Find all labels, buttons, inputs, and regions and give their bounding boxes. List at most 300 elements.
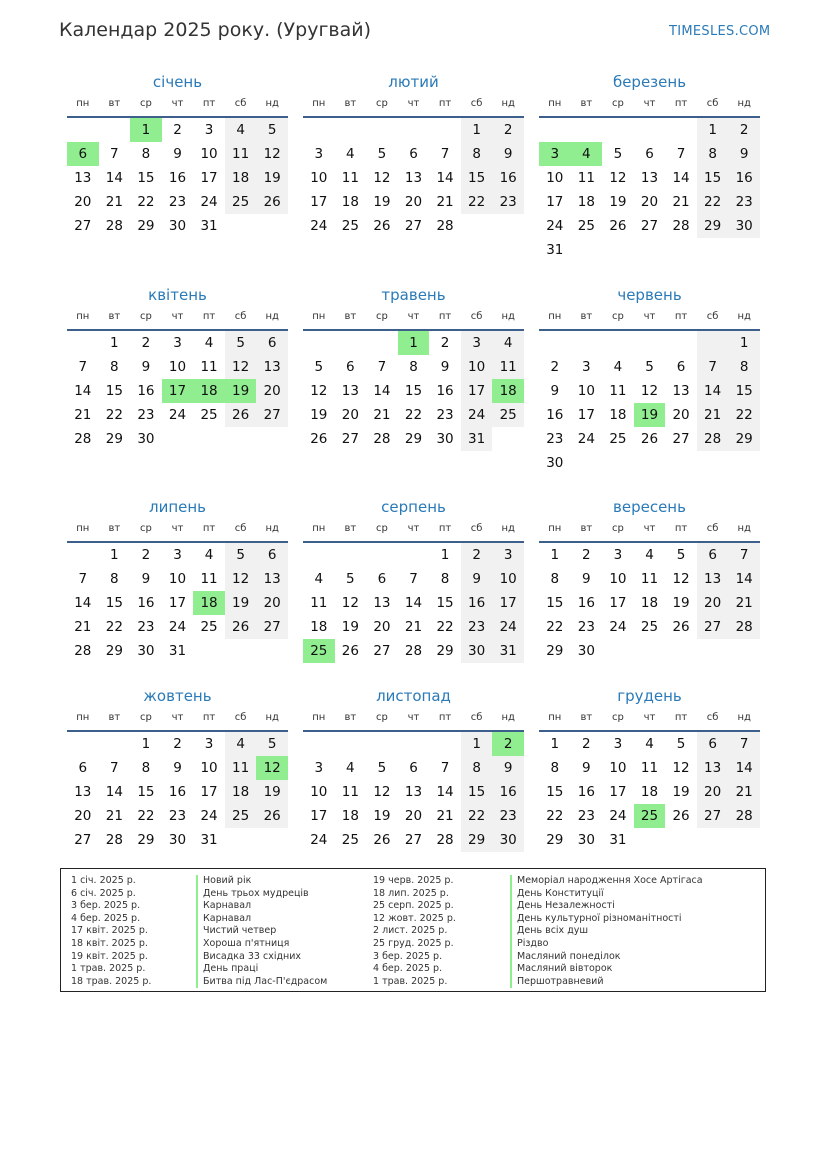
day-cell: 6 — [676, 358, 686, 375]
day-cell: 27 — [263, 618, 281, 635]
day-cell: 4 — [346, 145, 355, 162]
day-cell: 12 — [640, 382, 659, 399]
day-cell: 20 — [263, 382, 281, 399]
holiday-day-cell: 4 — [571, 142, 603, 166]
legend-date: 12 жовт. 2025 р. — [373, 912, 456, 924]
weekday-label: вт — [344, 523, 357, 534]
day-cell: 31 — [546, 241, 564, 258]
weekday-label: чт — [643, 712, 656, 723]
weekday-label: ср — [375, 98, 388, 109]
legend-holiday-name: Масляний понеділок — [510, 951, 703, 964]
day-cell: 29 — [436, 642, 454, 659]
legend-date: 4 бер. 2025 р. — [373, 963, 443, 975]
day-cell: 12 — [373, 169, 391, 186]
day-cell: 23 — [168, 807, 187, 824]
holiday-day-cell: 19 — [634, 403, 666, 427]
day-cell: 7 — [676, 145, 686, 162]
month-name: червень — [617, 286, 682, 304]
day-cell: 26 — [672, 618, 690, 635]
day-cell: 18 — [232, 169, 250, 186]
day-cell: 23 — [499, 193, 517, 210]
day-cell: 5 — [267, 122, 277, 138]
weekday-label: пт — [438, 523, 452, 534]
day-cell: 11 — [577, 169, 595, 186]
day-cell: 21 — [74, 618, 92, 635]
day-cell: 25 — [232, 193, 250, 210]
day-cell: 28 — [436, 831, 454, 848]
day-cell: 5 — [236, 335, 245, 351]
day-cell: 13 — [704, 759, 722, 776]
day-cell: 4 — [613, 358, 623, 375]
day-cell: 30 — [546, 454, 564, 471]
day-cell: 30 — [468, 642, 486, 659]
weekday-label: пн — [312, 98, 326, 109]
day-cell: 10 — [168, 570, 187, 587]
day-cell: 8 — [472, 759, 481, 776]
weekday-label: пт — [674, 712, 688, 723]
day-cell: 18 — [341, 193, 359, 210]
day-cell: 15 — [546, 594, 564, 611]
day-cell: 1 — [739, 335, 749, 351]
weekday-label: пн — [76, 311, 90, 322]
day-cell: 25 — [200, 406, 218, 423]
day-cell: 15 — [735, 382, 753, 399]
day-cell: 3 — [503, 547, 513, 563]
legend-date: 1 трав. 2025 р. — [373, 975, 448, 987]
day-cell: 20 — [341, 406, 359, 423]
day-cell: 11 — [499, 358, 517, 375]
legend-holiday-name: Новий рік — [196, 875, 327, 888]
day-cell: 16 — [499, 169, 517, 186]
day-cell: 15 — [137, 783, 155, 800]
day-cell: 15 — [468, 783, 486, 800]
weekday-label: ср — [611, 712, 624, 723]
day-cell: 8 — [708, 145, 717, 162]
weekday-label: чт — [407, 98, 420, 109]
legend-date: 3 бер. 2025 р. — [373, 950, 443, 962]
day-cell: 5 — [676, 736, 686, 752]
day-cell: 25 — [341, 217, 359, 234]
day-cell: 29 — [546, 642, 564, 659]
day-cell: 24 — [200, 193, 218, 210]
day-cell: 5 — [377, 145, 387, 162]
month-name: травень — [381, 286, 446, 304]
legend-date: 3 бер. 2025 р. — [71, 900, 141, 912]
day-cell: 31 — [609, 831, 627, 848]
legend-date: 19 черв. 2025 р. — [373, 875, 454, 886]
day-cell: 16 — [577, 783, 595, 800]
day-cell: 4 — [236, 122, 245, 138]
month-name: серпень — [381, 498, 446, 516]
day-cell: 28 — [105, 217, 123, 234]
weekday-label: пн — [548, 712, 562, 723]
day-cell: 12 — [373, 783, 391, 800]
day-cell: 7 — [409, 570, 418, 587]
day-cell: 20 — [404, 193, 423, 210]
weekday-label: пн — [312, 712, 326, 723]
weekday-label: пт — [202, 523, 216, 534]
day-cell: 20 — [263, 594, 281, 611]
day-cell: 19 — [672, 783, 690, 800]
weekday-label: ср — [375, 311, 388, 322]
holiday-day-cell: 19 — [225, 379, 257, 403]
day-cell: 25 — [609, 430, 627, 447]
day-cell: 26 — [341, 642, 359, 659]
day-cell: 14 — [74, 594, 92, 611]
day-cell: 10 — [577, 382, 595, 399]
day-cell: 3 — [204, 122, 214, 138]
day-cell: 30 — [168, 831, 187, 848]
day-cell: 5 — [267, 736, 277, 752]
day-cell: 17 — [577, 406, 595, 423]
day-cell: 18 — [640, 594, 659, 611]
day-cell: 5 — [236, 547, 245, 563]
weekday-label: вт — [580, 98, 593, 109]
day-cell: 26 — [672, 807, 690, 824]
day-cell: 4 — [204, 547, 214, 563]
day-cell: 11 — [200, 358, 218, 375]
day-cell: 22 — [137, 807, 155, 824]
holiday-day-cell: 1 — [398, 331, 430, 355]
day-cell: 11 — [341, 783, 359, 800]
day-cell: 4 — [204, 335, 214, 351]
weekday-label: пт — [674, 98, 688, 109]
day-cell: 4 — [346, 759, 355, 776]
day-cell: 5 — [377, 759, 387, 776]
day-cell: 3 — [173, 335, 182, 351]
weekday-label: вт — [344, 311, 357, 322]
day-cell: 17 — [468, 382, 486, 399]
weekday-label: вт — [108, 98, 121, 109]
page-title: Календар 2025 року. (Уругвай) — [59, 19, 372, 41]
weekday-label: пн — [76, 523, 90, 534]
weekday-label: ср — [611, 523, 624, 534]
day-cell: 17 — [310, 193, 328, 210]
day-cell: 15 — [468, 169, 486, 186]
day-cell: 10 — [609, 759, 627, 776]
day-cell: 6 — [409, 759, 418, 776]
weekday-label: вт — [108, 712, 121, 723]
weekday-label: пт — [674, 523, 688, 534]
day-cell: 6 — [267, 335, 277, 351]
day-cell: 2 — [472, 547, 481, 563]
day-cell: 9 — [173, 759, 182, 776]
day-cell: 3 — [173, 547, 182, 563]
day-cell: 6 — [708, 736, 717, 752]
weekday-label: сб — [706, 98, 719, 109]
day-cell: 11 — [341, 169, 359, 186]
legend-holiday-name: Карнавал — [196, 900, 327, 913]
day-cell: 17 — [609, 594, 627, 611]
day-cell: 30 — [436, 430, 454, 447]
day-cell: 2 — [173, 122, 182, 138]
legend-date: 1 трав. 2025 р. — [71, 963, 146, 975]
day-cell: 21 — [672, 193, 690, 210]
day-cell: 15 — [105, 382, 123, 399]
weekday-label: пн — [76, 712, 90, 723]
legend-holiday-name: Карнавал — [196, 913, 327, 926]
day-cell: 19 — [373, 807, 391, 824]
day-cell: 4 — [645, 547, 654, 563]
day-cell: 29 — [105, 430, 123, 447]
day-cell: 4 — [314, 570, 324, 587]
day-cell: 29 — [137, 831, 155, 848]
day-cell: 22 — [546, 807, 564, 824]
day-cell: 1 — [141, 736, 151, 752]
day-cell: 23 — [436, 406, 454, 423]
day-cell: 15 — [436, 594, 454, 611]
day-cell: 31 — [200, 831, 218, 848]
weekday-label: сб — [234, 311, 247, 322]
day-cell: 1 — [440, 547, 450, 563]
day-cell: 25 — [499, 406, 517, 423]
month-name: квітень — [148, 286, 207, 304]
day-cell: 17 — [609, 783, 627, 800]
day-cell: 29 — [468, 831, 486, 848]
day-cell: 4 — [503, 335, 513, 351]
day-cell: 8 — [550, 759, 560, 776]
day-cell: 28 — [373, 430, 391, 447]
weekday-label: чт — [407, 311, 420, 322]
day-cell: 22 — [105, 618, 123, 635]
day-cell: 20 — [672, 406, 690, 423]
day-cell: 26 — [232, 406, 250, 423]
day-cell: 30 — [735, 217, 753, 234]
holiday-day-cell: 17 — [162, 379, 194, 403]
day-cell: 12 — [609, 169, 627, 186]
day-cell: 13 — [640, 169, 659, 186]
day-cell: 15 — [704, 169, 722, 186]
day-cell: 8 — [110, 570, 119, 587]
day-cell: 11 — [232, 759, 250, 776]
day-cell: 25 — [200, 618, 218, 635]
day-cell: 22 — [436, 618, 454, 635]
day-cell: 4 — [645, 736, 654, 752]
weekday-label: чт — [171, 523, 184, 534]
weekday-label: вт — [580, 311, 593, 322]
day-cell: 30 — [137, 430, 155, 447]
weekday-label: ср — [139, 98, 152, 109]
day-cell: 25 — [341, 831, 359, 848]
day-cell: 28 — [105, 831, 123, 848]
day-cell: 3 — [613, 736, 623, 752]
day-cell: 31 — [468, 430, 486, 447]
day-cell: 19 — [373, 193, 391, 210]
day-cell: 7 — [78, 358, 88, 375]
day-cell: 15 — [546, 783, 564, 800]
day-cell: 23 — [546, 430, 564, 447]
day-cell: 22 — [404, 406, 423, 423]
day-cell: 10 — [546, 169, 564, 186]
day-cell: 2 — [582, 736, 591, 752]
month-name: січень — [152, 73, 203, 91]
day-cell: 16 — [137, 594, 155, 611]
holiday-day-cell: 2 — [492, 732, 524, 756]
weekday-label: пт — [202, 98, 216, 109]
day-cell: 2 — [173, 736, 182, 752]
day-cell: 13 — [404, 169, 423, 186]
day-cell: 28 — [735, 807, 753, 824]
day-cell: 13 — [341, 382, 359, 399]
legend-date: 25 груд. 2025 р. — [373, 937, 454, 949]
day-cell: 7 — [377, 358, 387, 375]
day-cell: 29 — [105, 642, 123, 659]
legend-holiday-name: Масляний вівторок — [510, 963, 703, 976]
day-cell: 9 — [173, 145, 182, 162]
day-cell: 18 — [310, 618, 328, 635]
day-cell: 1 — [110, 335, 119, 351]
day-cell: 21 — [74, 406, 92, 423]
day-cell: 14 — [735, 570, 753, 587]
day-cell: 3 — [472, 335, 481, 351]
day-cell: 27 — [704, 807, 722, 824]
day-cell: 8 — [141, 145, 151, 162]
day-cell: 17 — [200, 169, 218, 186]
day-cell: 15 — [137, 169, 155, 186]
weekday-label: пт — [438, 712, 452, 723]
day-cell: 9 — [141, 358, 151, 375]
day-cell: 23 — [137, 406, 155, 423]
day-cell: 2 — [582, 547, 591, 563]
day-cell: 22 — [105, 406, 123, 423]
day-cell: 19 — [263, 169, 281, 186]
weekday-label: нд — [501, 523, 515, 534]
weekday-label: чт — [171, 311, 184, 322]
day-cell: 26 — [263, 807, 281, 824]
month-name: жовтень — [143, 687, 212, 705]
day-cell: 31 — [499, 642, 517, 659]
day-cell: 26 — [263, 193, 281, 210]
day-cell: 19 — [341, 618, 359, 635]
site-link[interactable]: TIMESLES.COM — [669, 24, 771, 39]
legend-date: 18 лип. 2025 р. — [373, 887, 449, 899]
legend-names-right — [510, 875, 703, 988]
day-cell: 21 — [436, 807, 454, 824]
legend-holiday-name: Висадка 33 східних — [196, 951, 327, 964]
day-cell: 11 — [609, 382, 627, 399]
holiday-day-cell: 6 — [67, 142, 99, 166]
day-cell: 30 — [577, 831, 595, 848]
day-cell: 24 — [168, 618, 187, 635]
day-cell: 25 — [640, 618, 659, 635]
holiday-day-cell: 3 — [539, 142, 571, 166]
day-cell: 9 — [739, 145, 749, 162]
day-cell: 27 — [341, 430, 359, 447]
day-cell: 10 — [468, 358, 486, 375]
legend-holiday-name: Чистий четвер — [196, 925, 327, 938]
weekday-label: пн — [312, 523, 326, 534]
day-cell: 23 — [137, 618, 155, 635]
day-cell: 16 — [577, 594, 595, 611]
day-cell: 14 — [704, 382, 722, 399]
day-cell: 17 — [168, 594, 187, 611]
weekday-label: пн — [312, 311, 326, 322]
weekday-label: пт — [674, 311, 688, 322]
day-cell: 8 — [550, 570, 560, 587]
day-cell: 28 — [704, 430, 722, 447]
day-cell: 26 — [373, 217, 391, 234]
legend-date: 17 квіт. 2025 р. — [71, 925, 148, 937]
day-cell: 9 — [141, 570, 151, 587]
weekday-label: чт — [407, 523, 420, 534]
month-name: вересень — [613, 498, 686, 516]
weekday-label: нд — [501, 98, 515, 109]
holiday-day-cell: 18 — [193, 379, 225, 403]
day-cell: 28 — [404, 642, 423, 659]
day-cell: 1 — [708, 122, 717, 138]
weekday-label: пт — [202, 712, 216, 723]
day-cell: 24 — [310, 831, 328, 848]
day-cell: 15 — [105, 594, 123, 611]
day-cell: 3 — [204, 736, 214, 752]
day-cell: 3 — [582, 358, 591, 375]
day-cell: 19 — [310, 406, 328, 423]
day-cell: 12 — [672, 759, 690, 776]
legend-holiday-name: Різдво — [510, 938, 703, 951]
day-cell: 14 — [105, 783, 123, 800]
legend-holiday-name: День трьох мудреців — [196, 888, 327, 901]
weekday-label: вт — [580, 523, 593, 534]
day-cell: 13 — [672, 382, 690, 399]
day-cell: 20 — [640, 193, 659, 210]
legend-names-left — [196, 875, 327, 988]
weekday-label: сб — [706, 523, 719, 534]
day-cell: 10 — [310, 169, 328, 186]
weekday-label: пн — [76, 98, 90, 109]
day-cell: 8 — [472, 145, 481, 162]
holiday-day-cell: 25 — [303, 639, 335, 663]
day-cell: 20 — [74, 807, 92, 824]
day-cell: 10 — [200, 145, 218, 162]
day-cell: 9 — [503, 759, 513, 776]
weekday-label: чт — [171, 712, 184, 723]
day-cell: 16 — [499, 783, 517, 800]
weekday-label: вт — [108, 311, 121, 322]
weekday-label: чт — [643, 311, 656, 322]
weekday-label: нд — [737, 311, 751, 322]
weekday-label: вт — [344, 98, 357, 109]
legend-date: 1 січ. 2025 р. — [71, 875, 136, 886]
day-cell: 1 — [472, 122, 481, 138]
day-cell: 13 — [263, 570, 281, 587]
weekday-label: сб — [234, 98, 247, 109]
day-cell: 23 — [577, 618, 595, 635]
weekday-label: нд — [501, 712, 515, 723]
day-cell: 16 — [168, 783, 187, 800]
day-cell: 16 — [735, 169, 753, 186]
weekday-label: сб — [470, 523, 483, 534]
day-cell: 8 — [110, 358, 119, 375]
day-cell: 2 — [440, 335, 450, 351]
weekday-label: сб — [706, 712, 719, 723]
day-cell: 8 — [739, 358, 749, 375]
legend-holiday-name: День праці — [196, 963, 327, 976]
day-cell: 6 — [409, 145, 418, 162]
day-cell: 14 — [436, 783, 454, 800]
day-cell: 30 — [168, 217, 187, 234]
day-cell: 20 — [74, 193, 92, 210]
weekday-label: нд — [265, 712, 279, 723]
day-cell: 19 — [609, 193, 627, 210]
legend-dates-right — [373, 875, 456, 988]
day-cell: 13 — [74, 783, 92, 800]
day-cell: 11 — [232, 145, 250, 162]
day-cell: 21 — [404, 618, 423, 635]
day-cell: 1 — [550, 547, 560, 563]
day-cell: 12 — [310, 382, 328, 399]
day-cell: 22 — [468, 807, 486, 824]
weekday-label: пт — [202, 311, 216, 322]
